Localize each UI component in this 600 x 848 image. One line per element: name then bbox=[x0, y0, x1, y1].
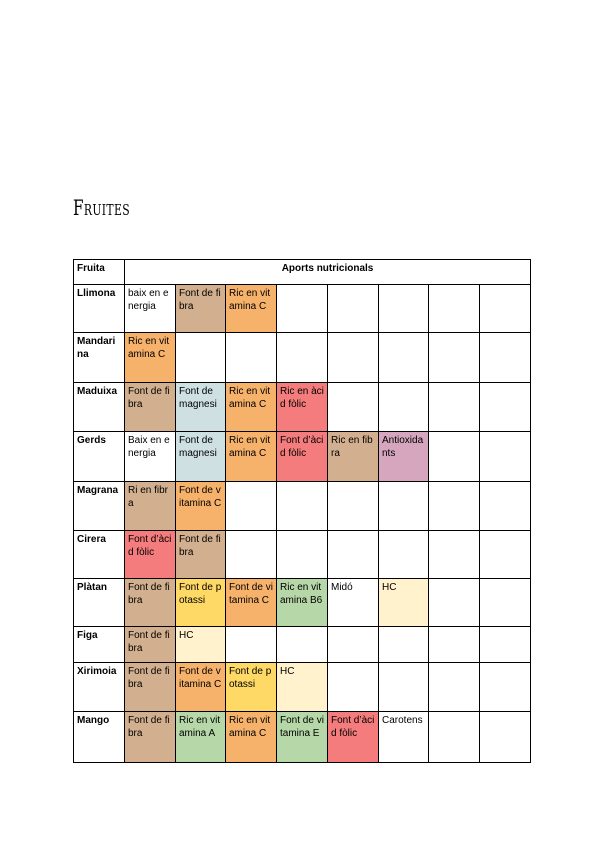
nutrient-cell: HC bbox=[176, 627, 226, 663]
nutrient-cell bbox=[328, 627, 379, 663]
nutrient-cell: Font d’àcid fòlic bbox=[125, 531, 176, 579]
table-row bbox=[74, 627, 531, 663]
nutrient-cell bbox=[480, 627, 531, 663]
nutrient-cell: Ric en fibra bbox=[328, 432, 379, 482]
nutrient-cell bbox=[429, 531, 480, 579]
nutrient-cell bbox=[429, 579, 480, 627]
nutrient-cell: Ri en fibra bbox=[125, 482, 176, 531]
nutrient-cell bbox=[277, 627, 328, 663]
table-row bbox=[74, 482, 531, 531]
nutrient-cell bbox=[328, 383, 379, 432]
nutrient-cell bbox=[429, 333, 480, 383]
fruit-name: Figa bbox=[74, 627, 125, 663]
table-row bbox=[74, 383, 531, 432]
nutrient-cell bbox=[379, 333, 429, 383]
table-row bbox=[74, 531, 531, 579]
nutrient-cell bbox=[328, 531, 379, 579]
page-title: Fruites bbox=[73, 196, 131, 220]
nutrient-cell bbox=[379, 531, 429, 579]
fruit-name: Maduixa bbox=[74, 383, 125, 432]
table-row bbox=[74, 432, 531, 482]
table-row bbox=[74, 663, 531, 712]
fruit-name: Xirimoia bbox=[74, 663, 125, 712]
nutrient-cell: Font de magnesi bbox=[176, 383, 226, 432]
nutrient-cell: Font de fibra bbox=[125, 712, 176, 763]
nutrition-table bbox=[73, 259, 531, 763]
nutrient-cell bbox=[379, 627, 429, 663]
nutrient-cell: Font de vitamina C bbox=[226, 579, 277, 627]
nutrient-cell bbox=[379, 663, 429, 712]
table-header-row bbox=[74, 260, 531, 285]
nutrient-cell bbox=[176, 333, 226, 383]
nutrient-cell: Ric en vitamina B6 bbox=[277, 579, 328, 627]
nutrient-cell bbox=[429, 627, 480, 663]
nutrient-cell bbox=[328, 663, 379, 712]
fruit-name: Mango bbox=[74, 712, 125, 763]
nutrient-cell: Font de vitamina C bbox=[176, 482, 226, 531]
nutrient-cell bbox=[277, 285, 328, 333]
nutrient-cell: Ric en vitamina C bbox=[226, 432, 277, 482]
table-row bbox=[74, 712, 531, 763]
header-fruit: Fruita bbox=[74, 260, 125, 285]
header-aports: Aports nutricionals bbox=[125, 260, 531, 285]
nutrient-cell bbox=[429, 482, 480, 531]
nutrient-cell bbox=[277, 531, 328, 579]
nutrient-cell bbox=[226, 531, 277, 579]
nutrient-cell: Font de magnesi bbox=[176, 432, 226, 482]
nutrient-cell: Font d’àcid fòlic bbox=[277, 432, 328, 482]
nutrient-cell bbox=[429, 432, 480, 482]
nutrient-cell: Font de potassi bbox=[176, 579, 226, 627]
nutrient-cell: baix en energia bbox=[125, 285, 176, 333]
nutrient-cell bbox=[480, 579, 531, 627]
nutrient-cell: Ric en vitamina C bbox=[226, 383, 277, 432]
nutrient-cell bbox=[379, 383, 429, 432]
nutrient-cell: Font de fibra bbox=[125, 579, 176, 627]
fruit-name: Gerds bbox=[74, 432, 125, 482]
nutrient-cell bbox=[328, 285, 379, 333]
nutrient-cell: Ric en àcid fòlic bbox=[277, 383, 328, 432]
nutrient-cell: Ric en vitamina C bbox=[125, 333, 176, 383]
nutrient-cell bbox=[277, 333, 328, 383]
table-row bbox=[74, 285, 531, 333]
fruit-name: Cirera bbox=[74, 531, 125, 579]
nutrient-cell: HC bbox=[379, 579, 429, 627]
fruit-name: Magrana bbox=[74, 482, 125, 531]
nutrient-cell: Font de fibra bbox=[176, 531, 226, 579]
nutrient-cell: Font de fibra bbox=[125, 627, 176, 663]
nutrient-cell bbox=[379, 482, 429, 531]
nutrient-cell: Font d’àcid fòlic bbox=[328, 712, 379, 763]
nutrient-cell bbox=[328, 333, 379, 383]
fruit-name: Plàtan bbox=[74, 579, 125, 627]
nutrient-cell bbox=[429, 712, 480, 763]
nutrient-cell: Midó bbox=[328, 579, 379, 627]
fruit-name: Llimona bbox=[74, 285, 125, 333]
nutrient-cell bbox=[328, 482, 379, 531]
nutrient-cell bbox=[226, 482, 277, 531]
nutrient-cell: Carotens bbox=[379, 712, 429, 763]
nutrient-cell bbox=[480, 285, 531, 333]
nutrient-cell bbox=[429, 285, 480, 333]
nutrient-cell bbox=[480, 531, 531, 579]
nutrient-cell: Ric en vitamina C bbox=[226, 712, 277, 763]
nutrient-cell: Font de vitamina E bbox=[277, 712, 328, 763]
nutrient-cell bbox=[429, 383, 480, 432]
nutrient-cell bbox=[480, 333, 531, 383]
nutrient-cell: Antioxidants bbox=[379, 432, 429, 482]
nutrient-cell: Font de fibra bbox=[125, 663, 176, 712]
nutrient-cell: Font de potassi bbox=[226, 663, 277, 712]
table-row bbox=[74, 333, 531, 383]
nutrient-cell bbox=[480, 432, 531, 482]
nutrient-cell bbox=[480, 482, 531, 531]
nutrient-cell: HC bbox=[277, 663, 328, 712]
nutrient-cell bbox=[226, 333, 277, 383]
nutrient-cell: Font de fibra bbox=[125, 383, 176, 432]
nutrient-cell bbox=[480, 712, 531, 763]
fruit-name: Mandarina bbox=[74, 333, 125, 383]
nutrient-cell: Font de fibra bbox=[176, 285, 226, 333]
nutrient-cell bbox=[379, 285, 429, 333]
nutrient-cell bbox=[429, 663, 480, 712]
nutrient-cell: Ric en vitamina C bbox=[226, 285, 277, 333]
nutrient-cell: Baix en energia bbox=[125, 432, 176, 482]
nutrient-cell: Ric en vitamina A bbox=[176, 712, 226, 763]
nutrient-cell bbox=[480, 663, 531, 712]
nutrient-cell bbox=[277, 482, 328, 531]
nutrient-cell bbox=[226, 627, 277, 663]
nutrient-cell bbox=[480, 383, 531, 432]
nutrient-cell: Font de vitamina C bbox=[176, 663, 226, 712]
table-row bbox=[74, 579, 531, 627]
